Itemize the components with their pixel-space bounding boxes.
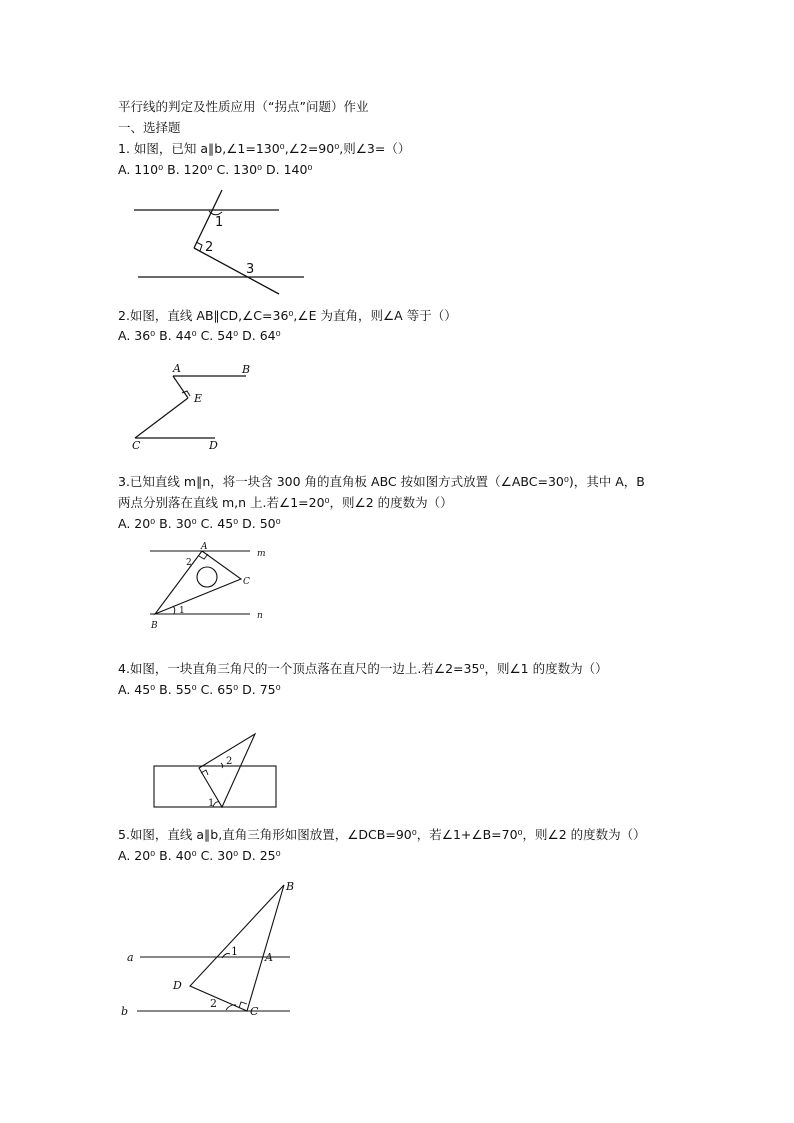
q1-text: 1. 如图，已知 a∥b,∠1=130⁰,∠2=90⁰,则∠3=（） <box>118 141 411 156</box>
q2-label-b: B <box>242 363 251 376</box>
q5-label-d: D <box>173 979 182 992</box>
q3-label-m: m <box>257 549 266 559</box>
q2-label-e: E <box>194 392 203 405</box>
q4-text: 4.如图，一块直角三角尺的一个顶点落在直尺的一边上.若∠2=35⁰，则∠1 的度数为（） <box>118 661 608 676</box>
q5-label-b-line: b <box>121 1005 129 1018</box>
q2-label-a: A <box>173 362 181 375</box>
q5-label-c: C <box>250 1005 259 1018</box>
q3-label-2: 2 <box>186 558 192 568</box>
q5-text: 5.如图，直线 a∥b,直角三角形如图放置，∠DCB=90⁰，若∠1+∠B=70⁰，则∠2 的度数为（） <box>118 827 646 842</box>
q4-label-1: 1 <box>208 798 215 809</box>
q1-label-2: 2 <box>205 240 214 255</box>
q3-label-a: A <box>201 542 208 552</box>
q5-label-b-vertex: B <box>286 880 295 893</box>
q3-label-b: B <box>151 621 158 631</box>
q2-label-c: C <box>132 439 141 452</box>
q5-label-2: 2 <box>210 997 217 1010</box>
q5-right-angle-mark <box>239 1002 247 1008</box>
q3-label-c: C <box>243 577 250 587</box>
q5-options: A. 20⁰ B. 40⁰ C. 30⁰ D. 25⁰ <box>118 848 281 863</box>
q5-label-a-line: a <box>127 951 134 964</box>
q3-text-cont: 两点分别落在直线 m,n 上.若∠1=20⁰，则∠2 的度数为（） <box>118 495 453 510</box>
q2-options: A. 36⁰ B. 44⁰ C. 54⁰ D. 64⁰ <box>118 328 281 343</box>
q4-label-2: 2 <box>226 756 233 767</box>
doc-title: 平行线的判定及性质应用（“拐点”问题）作业 <box>118 99 369 114</box>
q3-label-1: 1 <box>179 606 185 616</box>
q1-options: A. 110⁰ B. 120⁰ C. 130⁰ D. 140⁰ <box>118 162 313 177</box>
q3-label-n: n <box>257 611 263 621</box>
q2-text: 2.如图，直线 AB∥CD,∠C=36⁰,∠E 为直角，则∠A 等于（） <box>118 308 457 323</box>
q5-label-1: 1 <box>231 945 238 958</box>
q2-label-d: D <box>209 439 218 452</box>
section-heading: 一、选择题 <box>118 120 181 135</box>
q1-label-3: 3 <box>246 262 255 277</box>
q5-label-a-vertex: A <box>265 951 273 964</box>
q3-options: A. 20⁰ B. 30⁰ C. 45⁰ D. 50⁰ <box>118 516 281 531</box>
q1-label-1: 1 <box>215 215 224 230</box>
q4-options: A. 45⁰ B. 55⁰ C. 65⁰ D. 75⁰ <box>118 682 281 697</box>
q3-text: 3.已知直线 m∥n，将一块含 300 角的直角板 ABC 按如图方式放置（∠ABC=30⁰)，其中 A，B <box>118 474 645 489</box>
